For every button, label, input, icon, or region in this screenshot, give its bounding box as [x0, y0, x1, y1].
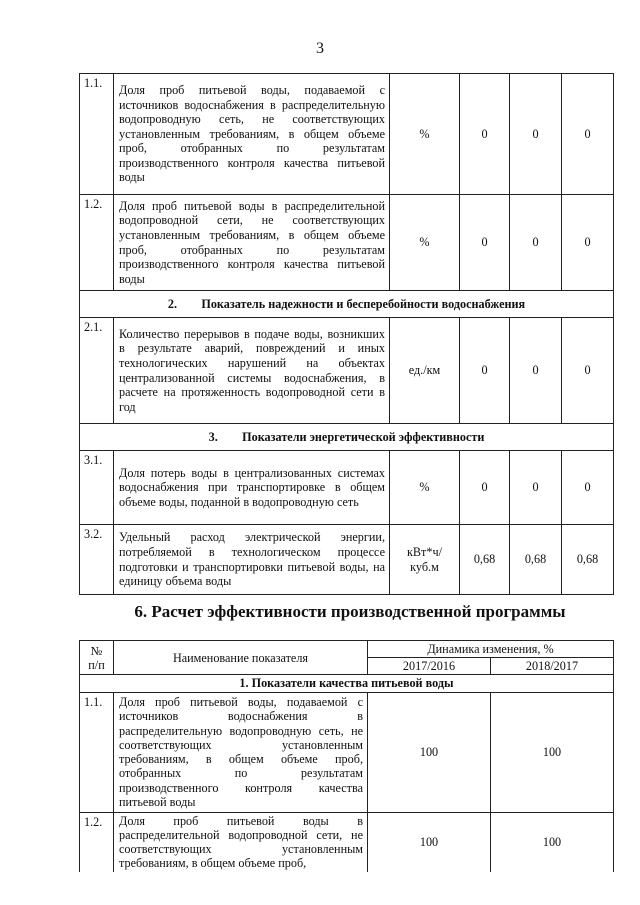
section-row	[80, 291, 614, 318]
section-title	[80, 424, 614, 451]
change-value-1: 100	[368, 692, 491, 812]
value-2: 0	[510, 318, 562, 424]
indicator-name: Доля проб питьевой воды, подаваемой с источников водоснабжения в распределительную водопроводную сеть, не соответствующих установленным требованиям, в общем объеме проб, отобранных по результатам производственного контроля качества питьевой воды	[114, 692, 368, 812]
table-row	[80, 318, 614, 424]
value-1: 0	[460, 451, 510, 525]
value-3: 0	[562, 195, 614, 291]
unit-line-1: кВт*ч/	[407, 544, 442, 559]
section-title	[80, 291, 614, 318]
section-label: Показатели энергетической эффективности	[242, 429, 485, 444]
indicator-name: Доля проб питьевой воды в распределительной водопроводной сети, не соответствующих установленным требованиям, в общем объеме проб, отобранных по результатам производственного контроля качества питьевой воды	[114, 195, 390, 291]
indicators-table	[79, 73, 614, 595]
row-number: 2.1.	[80, 318, 114, 424]
row-number: 1.2.	[80, 812, 114, 872]
table-row	[80, 525, 614, 595]
row-number: 3.1.	[80, 451, 114, 525]
value-2: 0,68	[510, 525, 562, 595]
indicator-name: Количество перерывов в подаче воды, возникших в результате аварий, повреждений и иных технологических нарушений на объектах централизованной системы водоснабжения, в расчете на протяженность водопроводной сети в год	[114, 318, 390, 424]
table-row	[80, 451, 614, 525]
section-number: 2.	[167, 296, 177, 311]
value-3: 0	[562, 74, 614, 195]
num-header	[80, 641, 114, 675]
num-header-line-1: №	[90, 643, 103, 658]
section-label: Показатель надежности и бесперебойности водоснабжения	[201, 296, 526, 311]
unit: %	[390, 74, 460, 195]
change-value-1: 100	[368, 812, 491, 872]
unit: ед./км	[390, 318, 460, 424]
row-number: 1.1.	[80, 692, 114, 812]
dynamics-header: Динамика изменения, %	[368, 641, 614, 658]
efficiency-table	[79, 640, 614, 872]
unit	[390, 525, 460, 595]
value-1: 0	[460, 74, 510, 195]
name-header: Наименование показателя	[114, 641, 368, 675]
table-row	[80, 812, 614, 872]
change-value-2: 100	[491, 812, 614, 872]
year-header-2: 2018/2017	[491, 658, 614, 675]
indicator-name: Доля потерь воды в централизованных системах водоснабжения при транспортировке в общем объеме воды, поданной в водопроводную сеть	[114, 451, 390, 525]
unit: %	[390, 195, 460, 291]
value-1: 0	[460, 195, 510, 291]
page-number: 3	[316, 40, 324, 57]
table-row	[80, 74, 614, 195]
row-number: 1.1.	[80, 74, 114, 195]
indicator-name: Доля проб питьевой воды в распределительной водопроводной сети, не соответствующих установленным требованиям, в общем объеме проб,	[114, 812, 368, 872]
table-row	[80, 692, 614, 812]
num-header-line-2: п/п	[88, 657, 105, 672]
header-row	[80, 641, 614, 658]
value-3: 0	[562, 318, 614, 424]
year-header-1: 2017/2016	[368, 658, 491, 675]
row-number: 3.2.	[80, 525, 114, 595]
indicator-name: Доля проб питьевой воды, подаваемой с источников водоснабжения в распределительную водопроводную сеть, не соответствующих установленным требованиям, в общем объеме проб, отобранных по результатам производственного контроля качества питьевой воды	[114, 74, 390, 195]
change-value-2: 100	[491, 692, 614, 812]
value-2: 0	[510, 74, 562, 195]
section-number: 3.	[208, 429, 218, 444]
section-row	[80, 675, 614, 693]
section-row	[80, 424, 614, 451]
value-1: 0,68	[460, 525, 510, 595]
section-heading: 6. Расчет эффективности производственной программы	[134, 602, 566, 621]
table-row	[80, 195, 614, 291]
value-3: 0,68	[562, 525, 614, 595]
unit-line-2: куб.м	[410, 559, 439, 574]
section-title: 1. Показатели качества питьевой воды	[80, 675, 614, 693]
value-2: 0	[510, 451, 562, 525]
value-3: 0	[562, 451, 614, 525]
indicator-name: Удельный расход электрической энергии, потребляемой в технологическом процессе подготовки и транспортировки питьевой воды, на единицу объема воды	[114, 525, 390, 595]
value-1: 0	[460, 318, 510, 424]
value-2: 0	[510, 195, 562, 291]
unit: %	[390, 451, 460, 525]
row-number: 1.2.	[80, 195, 114, 291]
